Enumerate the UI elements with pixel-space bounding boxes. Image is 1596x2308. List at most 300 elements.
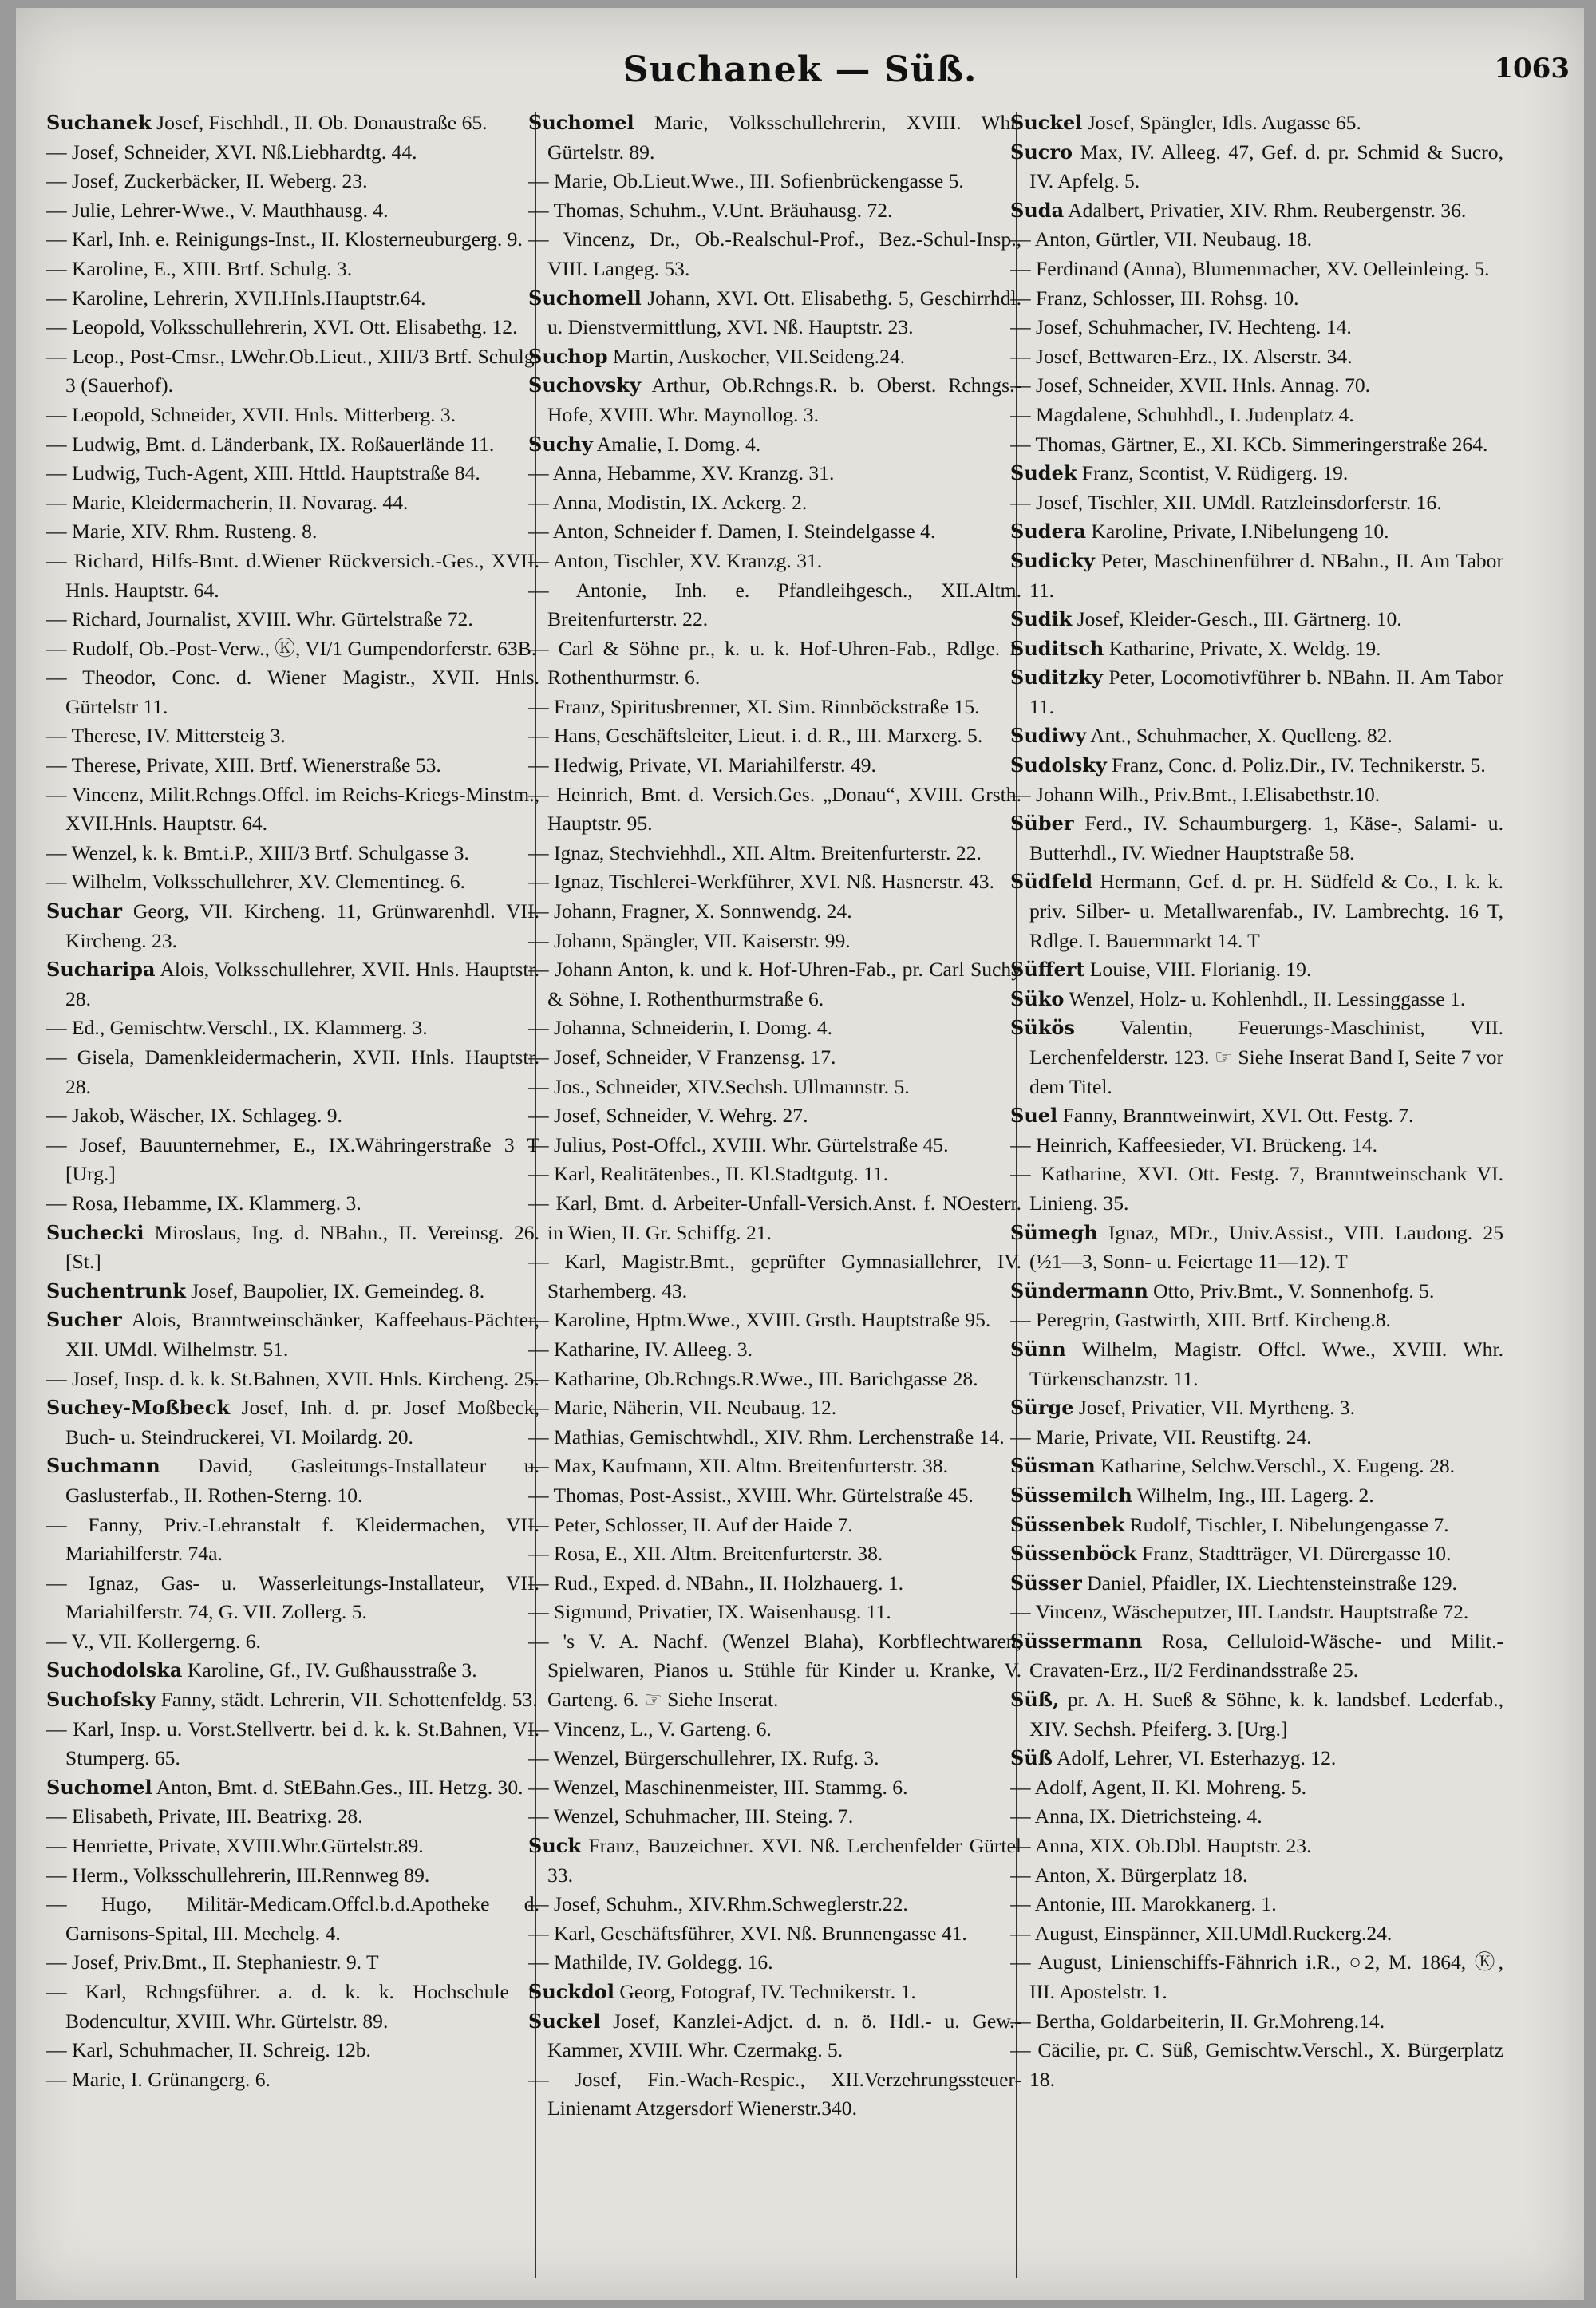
entry-surname: Süsman	[1010, 1454, 1096, 1478]
directory-entry	[46, 1393, 539, 1452]
directory-entry	[46, 1014, 539, 1043]
entry-surname: Südfeld	[1010, 870, 1093, 894]
entry-details: — Max, Kaufmann, XII. Altm. Breitenfurterstr. 38.	[528, 1454, 948, 1478]
entry-details: — Julie, Lehrer-Wwe., V. Mauthhausg. 4.	[46, 198, 389, 222]
directory-entry	[1010, 985, 1503, 1014]
entry-details: — Rosa, Hebamme, IX. Klammerg. 3.	[46, 1191, 361, 1215]
directory-entry	[528, 1539, 1021, 1569]
entry-surname: Suchentrunk	[46, 1278, 186, 1302]
entry-details: — Josef, Bauunternehmer, E., IX.Währingerstraße 3 T [Urg.]	[46, 1132, 539, 1186]
directory-entry	[528, 839, 1021, 868]
entry-details: — Josef, Schneider, XVI. Nß.Liebhardtg. 44.	[46, 140, 417, 164]
entry-details: — Carl & Söhne pr., k. u. k. Hof-Uhren-Fab., Rdlge. I. Rothenthurmstr. 6.	[528, 636, 1021, 690]
directory-entry	[1010, 1306, 1503, 1335]
directory-entry	[1010, 1802, 1503, 1832]
entry-details: — Antonie, III. Marokkanerg. 1.	[1010, 1892, 1277, 1916]
entry-details: Hermann, Gef. d. pr. H. Südfeld & Co., I. k. k. priv. Silber- u. Metallwarenfab., IV. Lambrechtg. 16 T, Rdlge. I. Bauernmarkt 14. T	[1029, 870, 1503, 952]
directory-entry	[1010, 605, 1503, 634]
entry-details: — Ed., Gemischtw.Verschl., IX. Klammerg. 3.	[46, 1016, 428, 1040]
entry-surname: Sucharipa	[46, 958, 156, 982]
entry-details: Peter, Maschinenführer d. NBahn., II. Am Tabor 11.	[1029, 548, 1503, 602]
entry-details: Max, IV. Alleeg. 47, Gef. d. pr. Schmid & Sucro, IV. Apfelg. 5.	[1029, 140, 1503, 193]
entry-details: Marie, Volksschullehrerin, XVIII. Whr. Gürtelstr. 89.	[547, 111, 1021, 164]
entry-details: — Karl, Rchngsführer. a. d. k. k. Hochschule f. Bodencultur, XVIII. Whr. Gürtelstr. 89.	[46, 1980, 539, 2033]
entry-details: Anton, Bmt. d. StEBahn.Ges., III. Hetzg. 30.	[152, 1775, 523, 1799]
entry-details: — Marie, I. Grünangerg. 6.	[46, 2067, 271, 2091]
entry-details: Karoline, Private, I.Nibelungeng 10.	[1086, 520, 1389, 543]
entry-surname: Sudera	[1010, 520, 1087, 543]
entry-surname: Süber	[1010, 812, 1074, 836]
directory-entry	[46, 547, 539, 605]
entry-details: Alois, Branntweinschänker, Kaffeehaus-Pächter, XII. UMdl. Wilhelmstr. 51.	[65, 1308, 539, 1361]
entry-surname: Suchomell	[528, 286, 642, 310]
entry-details: — Karoline, Lehrerin, XVII.Hnls.Hauptstr.64.	[46, 286, 426, 310]
directory-entry	[46, 342, 539, 401]
entry-details: — Fanny, Priv.-Lehranstalt f. Kleidermachen, VII. Mariahilferstr. 74a.	[46, 1512, 539, 1566]
entry-details: — Rudolf, Ob.-Post-Verw., Ⓚ, VI/1 Gumpendorferstr. 63B.	[46, 636, 537, 660]
entry-details: Franz, Scontist, V. Rüdigerg. 19.	[1077, 461, 1349, 485]
directory-entry	[528, 1365, 1021, 1394]
directory-entry	[1010, 1598, 1503, 1627]
entry-details: — Wenzel, Maschinenmeister, III. Stammg. 6.	[528, 1775, 908, 1799]
entry-details: — Marie, Kleidermacherin, II. Novarag. 44.	[46, 490, 409, 514]
directory-entry	[46, 167, 539, 196]
directory-entry	[528, 517, 1021, 547]
directory-entry	[528, 1569, 1021, 1599]
directory-entry	[46, 1189, 539, 1219]
entry-details: — Mathias, Gemischtwhdl., XIV. Rhm. Lerchenstraße 14.	[528, 1425, 1005, 1448]
entry-details: — Vincenz, Wäscheputzer, III. Landstr. Hauptstraße 72.	[1010, 1600, 1469, 1624]
entry-details: Karoline, Gf., IV. Gußhausstraße 3.	[182, 1658, 477, 1682]
entry-details: — Ignaz, Stechviehhdl., XII. Altm. Breitenfurterstr. 22.	[528, 840, 982, 864]
entry-details: — Cäcilie, pr. C. Süß, Gemischtw.Verschl., X. Bürgerplatz 18.	[1010, 2038, 1503, 2091]
directory-entry	[1010, 1452, 1503, 1481]
entry-details: — Katharine, XVI. Ott. Festg. 7, Branntweinschank VI. Linieng. 35.	[1010, 1162, 1503, 1215]
directory-entry	[1010, 955, 1503, 985]
directory-entry	[528, 1247, 1021, 1306]
entry-details: — Therese, Private, XIII. Brtf. Wienerstraße 53.	[46, 753, 441, 777]
directory-entry	[528, 284, 1021, 342]
entry-details: Fanny, Branntweinwirt, XVI. Ott. Festg. 7.	[1057, 1104, 1414, 1128]
directory-entry	[46, 955, 539, 1014]
entry-details: — Heinrich, Kaffeesieder, VI. Brückeng. 14.	[1010, 1132, 1377, 1156]
entry-surname: Süß	[1010, 1746, 1053, 1770]
directory-column-2	[528, 109, 1021, 2279]
directory-entry	[46, 2036, 539, 2065]
entry-details: Amalie, I. Domg. 4.	[592, 432, 761, 456]
entry-details: Miroslaus, Ing. d. NBahn., II. Vereinsg. 26. [St.]	[65, 1220, 539, 1274]
entry-details: Georg, Fotograf, IV. Technikerstr. 1.	[614, 1980, 916, 2003]
directory-entry	[528, 927, 1021, 956]
entry-details: Ignaz, MDr., Univ.Assist., VIII. Laudong. 25 (½1—3, Sonn- u. Feiertage 11—12). T	[1029, 1220, 1503, 1274]
entry-details: — Ignaz, Gas- u. Wasserleitungs-Installateur, VII. Mariahilferstr. 74, G. VII. Zollerg. 5.	[46, 1571, 539, 1624]
directory-entry	[1010, 1773, 1503, 1803]
entry-details: — Josef, Schneider, V Franzensg. 17.	[528, 1045, 836, 1069]
directory-entry	[46, 459, 539, 488]
directory-entry	[46, 721, 539, 751]
directory-entry	[528, 693, 1021, 722]
entry-surname: Sucher	[46, 1308, 122, 1332]
directory-entry	[46, 517, 539, 547]
directory-entry	[1010, 1131, 1503, 1160]
directory-entry	[46, 751, 539, 781]
entry-details: — Karoline, E., XIII. Brtf. Schulg. 3.	[46, 256, 353, 280]
entry-details: — Adolf, Agent, II. Kl. Mohreng. 5.	[1010, 1775, 1307, 1799]
entry-details: — Johann, Spängler, VII. Kaiserstr. 99.	[528, 928, 851, 952]
directory-entry	[46, 605, 539, 634]
entry-details: — Karl, Bmt. d. Arbeiter-Unfall-Versich.Anst. f. NOesterr. in Wien, II. Gr. Schiffg. 21.	[528, 1191, 1021, 1244]
directory-entry	[528, 1481, 1021, 1511]
directory-entry	[528, 1511, 1021, 1540]
entry-details: Ant., Schuhmacher, X. Quelleng. 82.	[1086, 724, 1393, 748]
entry-details: Wenzel, Holz- u. Kohlenhdl., II. Lessinggasse 1.	[1064, 986, 1466, 1010]
directory-entry	[528, 634, 1021, 693]
entry-details: — Karl, Geschäftsführer, XVI. Nß. Brunnengasse 41.	[528, 1921, 967, 1945]
directory-entry	[1010, 1160, 1503, 1218]
entry-surname: Süko	[1010, 986, 1065, 1010]
directory-entry	[46, 1627, 539, 1657]
directory-entry	[1010, 371, 1503, 401]
entry-surname: Suchar	[46, 899, 123, 923]
entry-details: — Theodor, Conc. d. Wiener Magistr., XVII. Hnls. Gürtelstr 11.	[46, 666, 539, 718]
directory-entry	[1010, 1861, 1503, 1891]
entry-details: — Henriette, Private, XVIII.Whr.Gürtelstr.89.	[46, 1834, 424, 1858]
entry-details: — Josef, Schuhmacher, IV. Hechteng. 14.	[1010, 315, 1352, 339]
directory-entry	[1010, 1101, 1503, 1131]
directory-entry	[1010, 1627, 1503, 1686]
entry-details: — Wilhelm, Volksschullehrer, XV. Clementineg. 6.	[46, 870, 465, 894]
directory-entry	[46, 867, 539, 897]
page-title: Suchanek — Süß.	[622, 49, 978, 90]
entry-details: — Gisela, Damenkleidermacherin, XVII. Hnls. Hauptstr. 28.	[46, 1045, 539, 1098]
directory-entry	[1010, 1423, 1503, 1452]
directory-entry	[528, 867, 1021, 897]
directory-entry	[46, 1101, 539, 1131]
directory-entry	[46, 1978, 539, 2036]
directory-entry	[1010, 2007, 1503, 2037]
directory-entry	[528, 1598, 1021, 1627]
entry-details: — Johann Anton, k. und k. Hof-Uhren-Fab., pr. Carl Suchy & Söhne, I. Rothenthurmstraße 6.	[528, 958, 1021, 1010]
entry-details: — Josef, Insp. d. k. k. St.Bahnen, XVII. Hnls. Kircheng. 25.	[46, 1366, 539, 1390]
directory-entry	[46, 1365, 539, 1394]
entry-details: — Elisabeth, Private, III. Beatrixg. 28.	[46, 1804, 363, 1828]
directory-entry	[1010, 1832, 1503, 1861]
directory-entry	[528, 1452, 1021, 1481]
directory-entry	[46, 1569, 539, 1627]
entry-details: — Josef, Schneider, XVII. Hnls. Annag. 70.	[1010, 373, 1371, 397]
directory-entry	[1010, 284, 1503, 314]
entry-details: — Johann, Fragner, X. Sonnwendg. 24.	[528, 899, 852, 923]
directory-entry	[46, 284, 539, 314]
entry-details: — Thomas, Schuhm., V.Unt. Bräuhausg. 72.	[528, 198, 893, 222]
entry-details: — Antonie, Inh. e. Pfandleihgesch., XII.Altm. Breitenfurterstr. 22.	[528, 578, 1021, 631]
directory-entry	[1010, 1511, 1503, 1540]
entry-surname: Suchovsky	[528, 373, 641, 397]
entry-details: — Anna, Hebamme, XV. Kranzg. 31.	[528, 461, 835, 485]
directory-entry	[1010, 138, 1503, 196]
entry-details: — Karl, Magistr.Bmt., geprüfter Gymnasiallehrer, IV. Starhemberg. 43.	[528, 1250, 1021, 1302]
entry-surname: Suchomel	[528, 111, 634, 134]
directory-entry	[528, 576, 1021, 634]
entry-details: — Leopold, Schneider, XVII. Hnls. Mitterberg. 3.	[46, 402, 456, 426]
entry-details: Georg, VII. Kircheng. 11, Grünwarenhdl. VII. Kircheng. 23.	[65, 899, 539, 952]
entry-details: — Johann Wilh., Priv.Bmt., I.Elisabethstr.10.	[1010, 782, 1381, 806]
directory-column-3	[1010, 109, 1503, 2279]
directory-entry	[46, 1715, 539, 1773]
directory-entry	[528, 1189, 1021, 1247]
entry-details: — Thomas, Gärtner, E., XI. KCb. Simmeringerstraße 264.	[1010, 432, 1488, 456]
entry-details: Adalbert, Privatier, XIV. Rhm. Reubergenstr. 36.	[1064, 198, 1467, 222]
entry-details: — Anton, Schneider f. Damen, I. Steindelgasse 4.	[528, 520, 936, 543]
directory-entry	[46, 1277, 539, 1306]
entry-details: Rudolf, Tischler, I. Nibelungengasse 7.	[1124, 1512, 1449, 1536]
directory-entry	[46, 196, 539, 226]
entry-details: — Jos., Schneider, XIV.Sechsh. Ullmannstr. 5.	[528, 1074, 910, 1098]
entry-details: — Wenzel, k. k. Bmt.i.P., XIII/3 Brtf. Schulgasse 3.	[46, 840, 469, 864]
entry-surname: Suditsch	[1010, 636, 1104, 660]
directory-entry	[46, 1686, 539, 1715]
entry-details: Johann, XVI. Ott. Elisabethg. 5, Geschirrhdl. u. Dienstvermittlung, XVI. Nß. Hauptstr. 23.	[547, 286, 1021, 339]
entry-surname: Suchy	[528, 432, 593, 456]
directory-entry	[528, 430, 1021, 460]
entry-details: — Josef, Fin.-Wach-Respic., XII.Verzehrungssteuer-Linienamt Atzgersdorf Wienerstr.340.	[528, 2067, 1021, 2120]
entry-details: — Marie, Näherin, VII. Neubaug. 12.	[528, 1396, 837, 1420]
entry-details: — Ferdinand (Anna), Blumenmacher, XV. Oelleinleing. 5.	[1010, 256, 1490, 280]
directory-entry	[1010, 1890, 1503, 1919]
directory-entry	[1010, 196, 1503, 226]
entry-details: Josef, Inh. d. pr. Josef Moßbeck, Buch- u. Steindruckerei, VI. Moilardg. 20.	[65, 1396, 539, 1448]
directory-entry	[46, 401, 539, 430]
entry-details: — Richard, Hilfs-Bmt. d.Wiener Rückversich.-Ges., XVII. Hnls. Hauptstr. 64.	[46, 548, 539, 602]
entry-details: — Magdalene, Schuhhdl., I. Judenplatz 4.	[1010, 402, 1354, 426]
directory-entry	[1010, 255, 1503, 284]
entry-details: — Josef, Zuckerbäcker, II. Weberg. 23.	[46, 169, 368, 193]
directory-entry	[528, 751, 1021, 781]
entry-details: David, Gasleitungs-Installateur u. Gaslusterfab., II. Rothen-Sterng. 10.	[65, 1454, 539, 1507]
entry-details: — Vincenz, Dr., Ob.-Realschul-Prof., Bez.-Schul-Insp., VIII. Langeg. 53.	[528, 227, 1021, 280]
directory-entry	[528, 167, 1021, 196]
entry-surname: Suchodolska	[46, 1658, 183, 1682]
entry-surname: Suel	[1010, 1104, 1058, 1128]
directory-entry	[1010, 342, 1503, 372]
directory-entry	[1010, 663, 1503, 721]
directory-entry	[1010, 547, 1503, 605]
directory-entry	[46, 1890, 539, 1948]
directory-entry	[528, 1744, 1021, 1773]
directory-entry	[1010, 488, 1503, 518]
directory-entry	[528, 196, 1021, 226]
entry-surname: Sürge	[1010, 1396, 1074, 1420]
entry-details: Josef, Fischhdl., II. Ob. Donaustraße 65.	[151, 111, 488, 134]
directory-entry	[1010, 2036, 1503, 2094]
entry-surname: Süssemilch	[1010, 1483, 1132, 1507]
entry-details: — Leopold, Volksschullehrerin, XVI. Ott. Elisabethg. 12.	[46, 315, 518, 339]
entry-details: — Bertha, Goldarbeiterin, II. Gr.Mohreng.14.	[1010, 2009, 1385, 2033]
entry-details: — V., VII. Kollergerng. 6.	[46, 1629, 261, 1653]
entry-details: Franz, Bauzeichner. XVI. Nß. Lerchenfelder Gürtel 33.	[547, 1834, 1021, 1887]
directory-entry	[46, 781, 539, 839]
directory-entry	[528, 1919, 1021, 1949]
entry-details: — Johanna, Schneiderin, I. Domg. 4.	[528, 1016, 832, 1040]
entry-details: — Katharine, Ob.Rchngs.R.Wwe., III. Barichgasse 28.	[528, 1366, 978, 1390]
entry-surname: Sucro	[1010, 140, 1073, 164]
entry-details: — Marie, XIV. Rhm. Rusteng. 8.	[46, 520, 318, 543]
directory-entry	[1010, 1919, 1503, 1949]
directory-entry	[528, 225, 1021, 283]
directory-entry	[46, 1511, 539, 1569]
directory-entry	[1010, 1481, 1503, 1511]
directory-entry	[46, 1656, 539, 1686]
entry-details: — Anton, X. Bürgerplatz 18.	[1010, 1863, 1248, 1887]
entry-details: — Josef, Schuhm., XIV.Rhm.Schweglerstr.22.	[528, 1892, 908, 1916]
directory-entry	[46, 138, 539, 168]
entry-details: Katharine, Selchw.Verschl., X. Eugeng. 28.	[1095, 1454, 1456, 1478]
directory-entry	[528, 2007, 1021, 2065]
entry-details: — August, Linienschiffs-Fähnrich i.R., ○2, M. 1864, Ⓚ, III. Apostelstr. 1.	[1010, 1950, 1503, 2003]
entry-details: — Thomas, Post-Assist., XVIII. Whr. Gürtelstraße 45.	[528, 1483, 974, 1507]
entry-surname: Suchofsky	[46, 1688, 156, 1712]
directory-entry	[1010, 1335, 1503, 1393]
directory-entry	[528, 721, 1021, 751]
entry-surname: Suckel	[1010, 111, 1083, 134]
entry-details: Louise, VIII. Florianig. 19.	[1084, 958, 1312, 982]
entry-details: Daniel, Pfaidler, IX. Liechtensteinstraße 129.	[1081, 1571, 1457, 1595]
entry-details: — Therese, IV. Mittersteig 3.	[46, 724, 286, 748]
entry-details: pr. A. H. Sueß & Söhne, k. k. landsbef. Lederfab., XIV. Sechsh. Pfeiferg. 3. [Urg.]	[1029, 1688, 1503, 1741]
entry-details: — Anna, XIX. Ob.Dbl. Hauptstr. 23.	[1010, 1834, 1312, 1858]
directory-entry	[46, 1861, 539, 1891]
directory-entry	[46, 1948, 539, 1978]
entry-details: Wilhelm, Magistr. Offcl. Wwe., XVIII. Whr. Türkenschanzstr. 11.	[1029, 1337, 1503, 1390]
entry-surname: Suchmann	[46, 1454, 160, 1478]
entry-details: — Anton, Gürtler, VII. Neubaug. 18.	[1010, 227, 1313, 251]
entry-surname: Sükös	[1010, 1016, 1075, 1040]
entry-surname: Sudek	[1010, 461, 1077, 485]
entry-details: — Karl, Inh. e. Reinigungs-Inst., II. Klosterneuburgerg. 9.	[46, 227, 523, 251]
entry-surname: Sümegh	[1010, 1220, 1098, 1244]
entry-surname: Sündermann	[1010, 1278, 1148, 1302]
directory-entry	[528, 1160, 1021, 1189]
directory-entry	[528, 1393, 1021, 1423]
entry-surname: Süffert	[1010, 958, 1085, 982]
entry-surname: Sudiwy	[1010, 724, 1087, 748]
entry-details: Peter, Locomotivführer b. NBahn. II. Am Tabor 11.	[1029, 666, 1503, 718]
directory-entry	[1010, 109, 1503, 138]
entry-details: — Julius, Post-Offcl., XVIII. Whr. Gürtelstraße 45.	[528, 1132, 949, 1156]
entry-details: — Anna, IX. Dietrichsteing. 4.	[1010, 1804, 1262, 1828]
entry-details: — Leop., Post-Cmsr., LWehr.Ob.Lieut., XIII/3 Brtf. Schulg. 3 (Sauerhof).	[46, 344, 539, 397]
directory-entry	[1010, 809, 1503, 867]
entry-details: Franz, Conc. d. Poliz.Dir., IV. Technikerstr. 5.	[1106, 753, 1486, 777]
entry-details: — Anna, Modistin, IX. Ackerg. 2.	[528, 490, 808, 514]
entry-details: Alois, Volksschullehrer, XVII. Hnls. Hauptstr. 28.	[65, 958, 539, 1010]
entry-surname: Sudolsky	[1010, 753, 1107, 777]
directory-entry	[528, 1073, 1021, 1102]
entry-details: Arthur, Ob.Rchngs.R. b. Oberst. Rchngs.-Hofe, XVIII. Whr. Maynollog. 3.	[547, 373, 1021, 426]
entry-details: — Marie, Ob.Lieut.Wwe., III. Sofienbrückengasse 5.	[528, 169, 964, 193]
entry-surname: Sünn	[1010, 1337, 1066, 1361]
entry-details: — Vincenz, L., V. Garteng. 6.	[528, 1717, 772, 1741]
directory-entry	[1010, 1277, 1503, 1306]
directory-entry	[46, 2065, 539, 2095]
directory-entry	[46, 255, 539, 284]
directory-entry	[46, 663, 539, 721]
directory-entry	[1010, 1219, 1503, 1277]
directory-entry	[1010, 721, 1503, 751]
directory-entry	[528, 1773, 1021, 1803]
entry-details: Josef, Kanzlei-Adjct. d. n. ö. Hdl.- u. Gew.-Kammer, XVIII. Whr. Czermakg. 5.	[547, 2009, 1021, 2062]
directory-entry	[46, 1832, 539, 1861]
entry-details: Katharine, Private, X. Weldg. 19.	[1104, 636, 1381, 660]
directory-entry	[46, 1452, 539, 1510]
entry-details: — Karoline, Hptm.Wwe., XVIII. Grsth. Hauptstraße 95.	[528, 1308, 991, 1332]
directory-entry	[1010, 1948, 1503, 2006]
directory-entry	[1010, 1744, 1503, 1773]
entry-surname: Suchecki	[46, 1220, 144, 1244]
entry-surname: Suchomel	[46, 1775, 152, 1799]
entry-surname: Suckel	[528, 2009, 601, 2033]
entry-details: Franz, Stadtträger, VI. Dürergasse 10.	[1136, 1542, 1452, 1566]
directory-entry	[528, 1101, 1021, 1131]
entry-surname: Suckdol	[528, 1980, 614, 2003]
entry-details: — Wenzel, Bürgerschullehrer, IX. Rufg. 3.	[528, 1746, 879, 1770]
directory-entry	[528, 897, 1021, 927]
directory-entry	[528, 1715, 1021, 1745]
entry-details: — Mathilde, IV. Goldegg. 16.	[528, 1950, 773, 1974]
entry-details: Josef, Kleider-Gesch., III. Gärtnerg. 10.	[1072, 607, 1402, 631]
entry-details: — Josef, Tischler, XII. UMdl. Ratzleinsdorferstr. 16.	[1010, 490, 1442, 514]
entry-surname: Sudicky	[1010, 548, 1095, 572]
directory-entry	[1010, 430, 1503, 460]
entry-details: — Vincenz, Milit.Rchngs.Offcl. im Reichs-Kriegs-Minstm., XVII.Hnls. Hauptstr. 64.	[46, 782, 539, 836]
entry-surname: Suchey-Moßbeck	[46, 1396, 231, 1420]
entry-details: Fanny, städt. Lehrerin, VII. Schottenfeldg. 53.	[156, 1688, 538, 1712]
entry-details: — Richard, Journalist, XVIII. Whr. Gürtelstraße 72.	[46, 607, 473, 631]
entry-details: — Ludwig, Bmt. d. Länderbank, IX. Roßauerlände 11.	[46, 432, 495, 456]
entry-details: — 's V. A. Nachf. (Wenzel Blaha), Korbflechtwaren, Spielwaren, Pianos u. Stühle für Kinder u. Kranke, V. Garteng. 6. ☞ Siehe Inserat.	[528, 1629, 1021, 1712]
directory-entry	[1010, 1686, 1503, 1744]
directory-entry	[46, 488, 539, 518]
directory-entry	[528, 1948, 1021, 1978]
directory-entry	[528, 1890, 1021, 1919]
entry-details: — Franz, Spiritusbrenner, XI. Sim. Rinnböckstraße 15.	[528, 694, 980, 718]
entry-details: — Marie, Private, VII. Reustiftg. 24.	[1010, 1425, 1312, 1448]
entry-surname: Süssenbek	[1010, 1512, 1125, 1536]
page-number: 1063	[1494, 53, 1570, 85]
directory-entry	[46, 1802, 539, 1832]
directory-entry	[528, 459, 1021, 488]
directory-entry	[46, 225, 539, 255]
entry-details: — Peter, Schlosser, II. Auf der Haide 7.	[528, 1512, 853, 1536]
directory-entry	[528, 488, 1021, 518]
entry-details: Martin, Auskocher, VII.Seideng.24.	[607, 344, 906, 368]
directory-entry	[1010, 634, 1503, 664]
directory-entry	[528, 342, 1021, 372]
directory-entry	[1010, 401, 1503, 430]
directory-entry	[46, 1219, 539, 1277]
directory-entry	[528, 2065, 1021, 2124]
directory-entry	[1010, 1393, 1503, 1423]
entry-surname: Suda	[1010, 198, 1065, 222]
entry-details: — Karl, Schuhmacher, II. Schreig. 12b.	[46, 2038, 371, 2062]
entry-details: — Ignaz, Tischlerei-Werkführer, XVI. Nß. Hasnerstr. 43.	[528, 870, 995, 894]
entry-surname: Süß,	[1010, 1688, 1060, 1712]
directory-entry	[46, 1773, 539, 1803]
entry-details: — Franz, Schlosser, III. Rohsg. 10.	[1010, 286, 1299, 310]
entry-details: — Hans, Geschäftsleiter, Lieut. i. d. R., III. Marxerg. 5.	[528, 724, 983, 748]
directory-entry	[1010, 459, 1503, 488]
directory-entry	[528, 109, 1021, 167]
